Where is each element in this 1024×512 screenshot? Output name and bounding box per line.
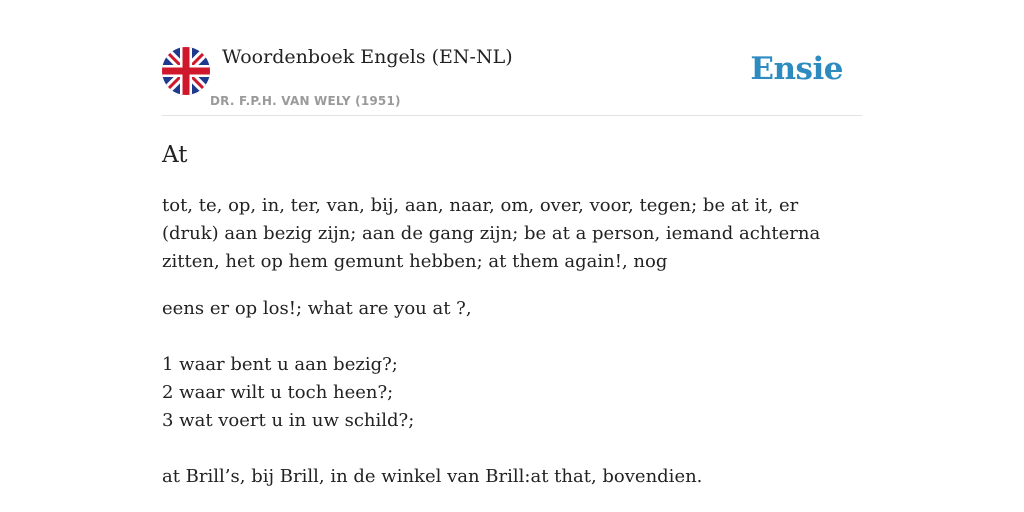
uk-flag-icon [162, 47, 210, 95]
ensie-logo-link[interactable]: Ensie [750, 51, 843, 87]
definition-intro-line: eens er op los!; what are you at ?, [162, 298, 472, 319]
dictionary-entry-card [162, 40, 862, 491]
entry-headword: At [162, 142, 188, 168]
definition-closing-line: at Brill’s, bij Brill, in de winkel van Brill:at that, bovendien. [162, 466, 703, 487]
definition-paragraph-1: tot, te, op, in, ter, van, bij, aan, naar, om, over, voor, tegen; be at it, er (druk) aan bezig zijn; aan de gang zijn; be at a person, iemand achterna zitten, het op hem gemunt hebben; at them again!, nog [162, 195, 821, 272]
spacer [162, 435, 862, 463]
definition-paragraph-2 [162, 295, 862, 491]
dictionary-author: DR. F.P.H. VAN WELY (1951) [210, 94, 401, 108]
spacer [162, 323, 862, 351]
definition-list-item-2: 2 waar wilt u toch heen?; [162, 382, 394, 403]
dictionary-title[interactable]: Woordenboek Engels (EN-NL) [222, 46, 513, 68]
dictionary-header [162, 40, 862, 116]
definition-list-item-1: 1 waar bent u aan bezig?; [162, 354, 398, 375]
definition-list-item-3: 3 wat voert u in uw schild?; [162, 410, 415, 431]
